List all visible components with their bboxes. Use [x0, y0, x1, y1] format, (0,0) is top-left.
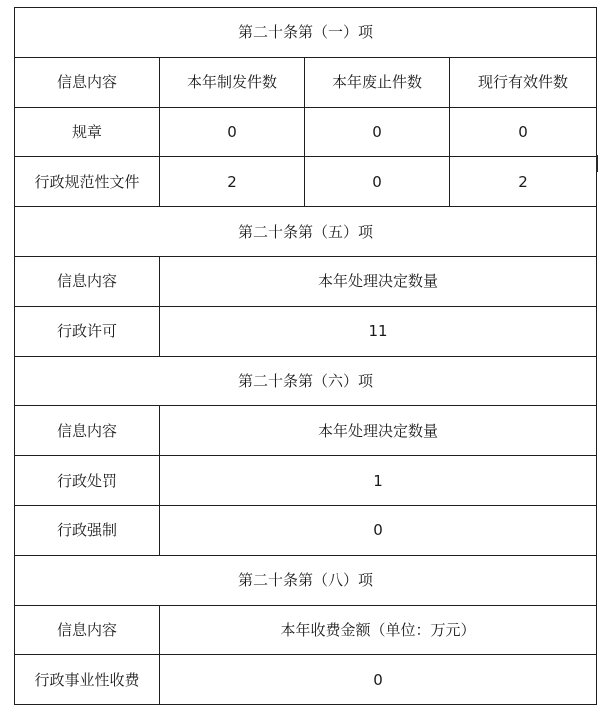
section-title-row — [15, 356, 597, 406]
value-cell: 11 — [160, 306, 597, 356]
table-row — [15, 456, 597, 506]
header-cell: 信息内容 — [15, 406, 160, 456]
value-cell: 0 — [160, 107, 305, 157]
table-row — [15, 655, 597, 705]
row-label: 行政许可 — [15, 306, 160, 356]
row-label: 行政事业性收费 — [15, 655, 160, 705]
table-row — [15, 505, 597, 555]
header-row — [15, 406, 597, 456]
section-title: 第二十条第（八）项 — [15, 555, 597, 605]
header-cell: 本年制发件数 — [160, 57, 305, 107]
value-cell: 2 — [450, 157, 597, 207]
disclosure-table — [14, 7, 597, 705]
table-row — [15, 306, 597, 356]
section-title-row — [15, 555, 597, 605]
value-cell: 0 — [305, 157, 450, 207]
header-cell: 本年处理决定数量 — [160, 256, 597, 306]
header-cell: 信息内容 — [15, 57, 160, 107]
table-row — [15, 157, 597, 207]
section-title-row — [15, 8, 597, 58]
text-cursor — [596, 155, 598, 172]
row-label: 行政处罚 — [15, 456, 160, 506]
value-cell: 0 — [305, 107, 450, 157]
header-row — [15, 57, 597, 107]
section-title-row — [15, 207, 597, 257]
header-cell: 本年收费金额（单位：万元） — [160, 605, 597, 655]
value-cell: 0 — [160, 655, 597, 705]
value-cell: 1 — [160, 456, 597, 506]
section-title: 第二十条第（一）项 — [15, 8, 597, 58]
header-row — [15, 256, 597, 306]
row-label: 行政强制 — [15, 505, 160, 555]
row-label: 规章 — [15, 107, 160, 157]
value-cell: 0 — [160, 505, 597, 555]
header-cell: 信息内容 — [15, 256, 160, 306]
value-cell: 2 — [160, 157, 305, 207]
header-cell: 本年处理决定数量 — [160, 406, 597, 456]
value-cell: 0 — [450, 107, 597, 157]
header-cell: 信息内容 — [15, 605, 160, 655]
header-cell: 现行有效件数 — [450, 57, 597, 107]
row-label: 行政规范性文件 — [15, 157, 160, 207]
section-title: 第二十条第（六）项 — [15, 356, 597, 406]
section-title: 第二十条第（五）项 — [15, 207, 597, 257]
table-row — [15, 107, 597, 157]
header-cell: 本年废止件数 — [305, 57, 450, 107]
header-row — [15, 605, 597, 655]
